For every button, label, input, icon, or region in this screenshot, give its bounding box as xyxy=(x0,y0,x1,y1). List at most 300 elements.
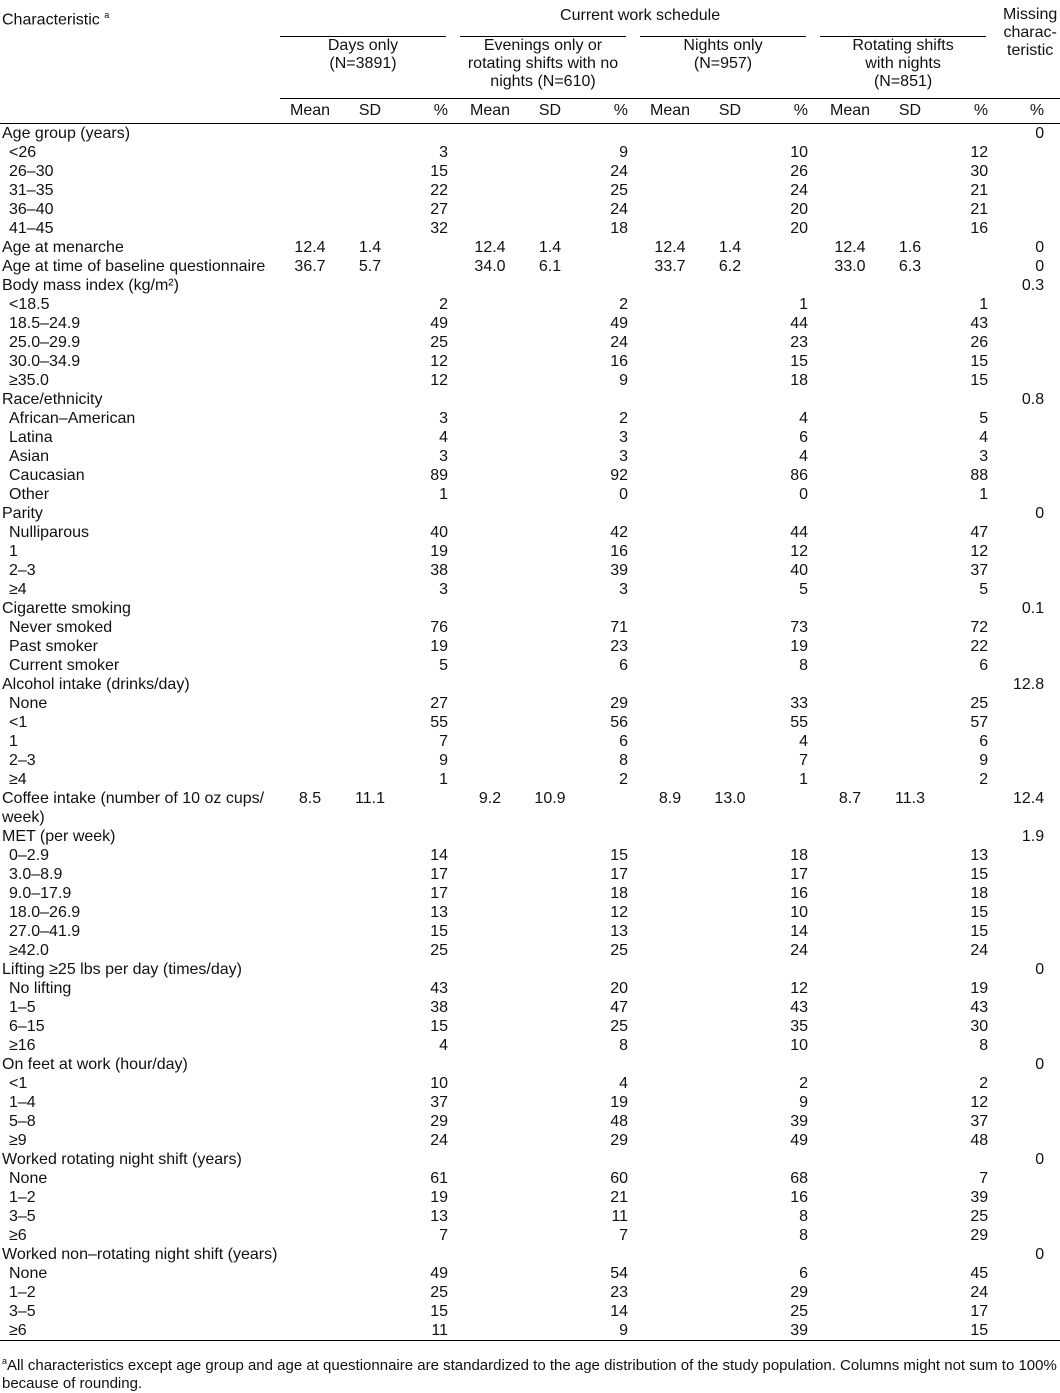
cell-mean xyxy=(820,390,880,409)
cell-sd xyxy=(700,466,760,485)
cell-sd xyxy=(340,371,400,390)
cell-mean xyxy=(460,694,520,713)
row-label: None xyxy=(9,695,48,712)
cell-pct xyxy=(760,827,820,846)
table-row xyxy=(0,656,1060,675)
cell-pct: 13 xyxy=(430,904,448,921)
cell-pct: 12 xyxy=(430,353,448,370)
cell-missing xyxy=(1000,1188,1060,1207)
cell-pct: 18 xyxy=(610,885,628,902)
cell-pct: 38 xyxy=(430,562,448,579)
cell-mean xyxy=(280,504,340,523)
cell-mean xyxy=(640,295,700,314)
cell-mean xyxy=(640,1264,700,1283)
cell-sd xyxy=(340,219,400,238)
cell-mean xyxy=(460,1245,520,1264)
row-label: 1 xyxy=(9,543,18,560)
cell-pct xyxy=(760,1245,820,1264)
cell-pct: 5 xyxy=(979,410,989,427)
row-label: None xyxy=(9,1170,48,1187)
row-label: 1–4 xyxy=(9,1094,36,1111)
cell-sd xyxy=(700,713,760,732)
cell-pct: 25 xyxy=(610,182,628,199)
cell-mean xyxy=(820,713,880,732)
cell-pct: 5 xyxy=(439,657,448,674)
table-row xyxy=(0,637,1060,656)
cell-mean xyxy=(460,618,520,637)
cell-mean xyxy=(280,561,340,580)
cell-sd xyxy=(520,675,580,694)
table-row xyxy=(0,1055,1060,1074)
cell-sd xyxy=(520,998,580,1017)
cell-sd xyxy=(700,276,760,295)
cell-missing: 12.8 xyxy=(1013,676,1045,693)
cell-pct: 7 xyxy=(799,752,808,769)
cell-pct: 12 xyxy=(970,543,989,560)
group-rotating-header xyxy=(820,36,1000,99)
cell-pct xyxy=(580,789,640,827)
cell-mean xyxy=(640,979,700,998)
col-pct-header: % xyxy=(400,99,460,124)
cell-pct: 17 xyxy=(610,866,628,883)
cell-sd xyxy=(340,1169,400,1188)
row-label: 41–45 xyxy=(9,220,54,237)
cell-sd xyxy=(520,181,580,200)
col-sd-header: SD xyxy=(700,99,760,124)
cell-sd xyxy=(340,1188,400,1207)
row-label: 18.0–26.9 xyxy=(9,904,81,921)
cell-sd xyxy=(520,1036,580,1055)
table-row xyxy=(0,1131,1060,1150)
cell-mean xyxy=(280,998,340,1017)
cell-mean xyxy=(460,409,520,428)
cell-sd xyxy=(340,713,400,732)
table-row xyxy=(0,295,1060,314)
cell-mean xyxy=(820,580,880,599)
table-row xyxy=(0,618,1060,637)
cell-sd xyxy=(340,314,400,333)
cell-pct: 49 xyxy=(790,1132,808,1149)
cell-mean: 12.4 xyxy=(654,239,686,256)
cell-sd xyxy=(880,371,940,390)
cell-sd xyxy=(700,1093,760,1112)
cell-pct xyxy=(760,675,820,694)
cell-pct: 1 xyxy=(439,771,448,788)
cell-sd xyxy=(700,599,760,618)
cell-missing xyxy=(1000,903,1060,922)
cell-sd xyxy=(880,751,940,770)
row-label: ≥42.0 xyxy=(9,942,49,959)
cell-mean xyxy=(280,181,340,200)
cell-pct: 10 xyxy=(790,904,808,921)
cell-mean: 8.5 xyxy=(298,790,322,807)
cell-mean xyxy=(820,751,880,770)
cell-mean xyxy=(280,599,340,618)
cell-missing xyxy=(1000,1093,1060,1112)
cell-mean xyxy=(820,1264,880,1283)
cell-sd xyxy=(340,1131,400,1150)
table-row xyxy=(0,1188,1060,1207)
cell-sd xyxy=(340,903,400,922)
cell-pct: 6 xyxy=(619,657,628,674)
cell-pct xyxy=(760,390,820,409)
cell-mean xyxy=(820,276,880,295)
cell-missing: 0 xyxy=(1035,1056,1045,1073)
cell-pct: 1 xyxy=(799,296,808,313)
cell-mean xyxy=(280,1131,340,1150)
cell-pct: 60 xyxy=(610,1170,628,1187)
cell-sd xyxy=(700,1283,760,1302)
cell-pct xyxy=(580,238,640,257)
table-row xyxy=(0,466,1060,485)
cell-mean xyxy=(820,181,880,200)
row-label: 2–3 xyxy=(9,752,36,769)
cell-mean xyxy=(460,960,520,979)
cell-mean xyxy=(640,124,700,144)
cell-pct: 89 xyxy=(430,467,448,484)
cell-pct xyxy=(400,675,460,694)
cell-mean xyxy=(640,1093,700,1112)
row-label: Current smoker xyxy=(9,657,120,674)
cell-missing xyxy=(1000,865,1060,884)
cell-pct: 21 xyxy=(610,1189,628,1206)
row-label: ≥6 xyxy=(9,1227,27,1244)
cell-pct: 15 xyxy=(970,866,989,883)
cell-sd xyxy=(700,333,760,352)
cell-sd xyxy=(340,542,400,561)
cell-sd xyxy=(700,219,760,238)
row-label: Worked non–rotating night shift (years) xyxy=(2,1246,278,1263)
row-label: 31–35 xyxy=(9,182,54,199)
cell-mean xyxy=(820,922,880,941)
cell-pct: 30 xyxy=(970,1018,989,1035)
cell-missing xyxy=(1000,694,1060,713)
cell-mean xyxy=(640,333,700,352)
cell-mean xyxy=(640,713,700,732)
cell-mean xyxy=(460,485,520,504)
cell-mean xyxy=(460,219,520,238)
cell-mean xyxy=(460,1283,520,1302)
table-row xyxy=(0,865,1060,884)
cell-mean xyxy=(820,295,880,314)
cell-pct xyxy=(400,276,460,295)
cell-pct: 19 xyxy=(430,1189,448,1206)
cell-pct: 29 xyxy=(430,1113,448,1130)
cell-pct: 21 xyxy=(970,201,989,218)
cell-mean xyxy=(460,1302,520,1321)
cell-pct: 26 xyxy=(790,163,808,180)
table-row xyxy=(0,1017,1060,1036)
cell-pct: 4 xyxy=(439,1037,448,1054)
cell-sd xyxy=(700,1017,760,1036)
row-label: 26–30 xyxy=(9,163,54,180)
cell-pct: 48 xyxy=(610,1113,628,1130)
cell-mean xyxy=(460,295,520,314)
cell-mean xyxy=(460,1207,520,1226)
cell-pct: 27 xyxy=(430,695,448,712)
col-mean-header: Mean xyxy=(820,99,880,124)
cell-mean xyxy=(280,865,340,884)
cell-pct: 12 xyxy=(430,372,448,389)
cell-sd: 1.6 xyxy=(898,239,922,256)
cell-mean xyxy=(640,941,700,960)
cell-sd xyxy=(880,1207,940,1226)
cell-mean xyxy=(460,276,520,295)
cell-mean xyxy=(280,1226,340,1245)
cell-sd xyxy=(880,637,940,656)
cell-pct: 19 xyxy=(970,980,989,997)
cell-pct xyxy=(580,257,640,276)
col-mean-header: Mean xyxy=(640,99,700,124)
cell-missing xyxy=(1000,485,1060,504)
cell-sd xyxy=(700,542,760,561)
cell-mean xyxy=(820,447,880,466)
cell-pct: 4 xyxy=(799,733,808,750)
cell-mean xyxy=(280,124,340,144)
cell-mean xyxy=(280,751,340,770)
cell-pct: 21 xyxy=(970,182,989,199)
cell-sd xyxy=(340,1264,400,1283)
cell-sd xyxy=(520,618,580,637)
footnote xyxy=(0,1352,1060,1393)
cell-mean xyxy=(820,675,880,694)
col-mean-header: Mean xyxy=(280,99,340,124)
cell-mean xyxy=(640,1302,700,1321)
cell-mean xyxy=(640,922,700,941)
cell-sd xyxy=(700,1264,760,1283)
cell-mean xyxy=(640,542,700,561)
table-row xyxy=(0,219,1060,238)
cell-missing: 0 xyxy=(1035,125,1045,142)
cell-pct: 15 xyxy=(610,847,628,864)
cell-sd xyxy=(340,1036,400,1055)
cell-mean xyxy=(640,466,700,485)
row-label: Parity xyxy=(2,505,43,522)
cell-mean xyxy=(820,694,880,713)
cell-pct: 15 xyxy=(970,1322,989,1339)
cell-mean xyxy=(280,922,340,941)
cell-sd xyxy=(340,979,400,998)
table-row xyxy=(0,143,1060,162)
cell-missing xyxy=(1000,979,1060,998)
cell-sd xyxy=(520,884,580,903)
cell-pct: 12 xyxy=(970,144,989,161)
cell-pct: 1 xyxy=(979,296,989,313)
cell-sd xyxy=(520,409,580,428)
col-sd-header: SD xyxy=(880,99,940,124)
cell-sd xyxy=(880,694,940,713)
cell-mean: 12.4 xyxy=(294,239,326,256)
cell-pct: 11 xyxy=(431,1322,448,1339)
cell-pct xyxy=(940,1245,1000,1264)
cell-pct xyxy=(580,1245,640,1264)
cell-sd xyxy=(340,1112,400,1131)
cell-pct: 24 xyxy=(790,942,808,959)
cell-mean xyxy=(460,162,520,181)
table-row xyxy=(0,238,1060,257)
cell-pct: 6 xyxy=(979,657,989,674)
table-row xyxy=(0,1150,1060,1169)
cell-sd xyxy=(340,276,400,295)
cell-mean xyxy=(640,751,700,770)
cell-pct: 39 xyxy=(970,1189,989,1206)
cell-mean xyxy=(280,542,340,561)
cell-mean xyxy=(460,1036,520,1055)
cell-pct: 16 xyxy=(610,353,628,370)
cell-sd xyxy=(520,960,580,979)
cell-sd xyxy=(880,523,940,542)
cell-sd xyxy=(700,143,760,162)
cell-sd xyxy=(700,903,760,922)
cell-mean xyxy=(460,1093,520,1112)
cell-missing xyxy=(1000,1283,1060,1302)
row-label: 1 xyxy=(9,733,18,750)
cell-sd: 11.3 xyxy=(895,790,925,807)
cell-sd xyxy=(340,181,400,200)
cell-sd xyxy=(880,979,940,998)
cell-missing: 0 xyxy=(1035,1151,1045,1168)
table-row xyxy=(0,1264,1060,1283)
cell-sd xyxy=(880,618,940,637)
col-mean-header: Mean xyxy=(460,99,520,124)
cell-sd xyxy=(700,637,760,656)
cell-pct: 55 xyxy=(790,714,808,731)
cell-sd xyxy=(880,542,940,561)
table-row xyxy=(0,1036,1060,1055)
cell-mean xyxy=(820,884,880,903)
cell-sd xyxy=(880,884,940,903)
cell-mean xyxy=(820,960,880,979)
cell-pct: 39 xyxy=(790,1322,808,1339)
cell-sd xyxy=(340,1302,400,1321)
table-row xyxy=(0,1112,1060,1131)
cell-sd xyxy=(700,1245,760,1264)
cell-sd xyxy=(340,1226,400,1245)
cell-sd xyxy=(700,751,760,770)
cell-missing: 1.9 xyxy=(1021,828,1045,845)
cell-pct xyxy=(940,504,1000,523)
cell-mean xyxy=(460,1321,520,1341)
cell-mean xyxy=(820,1112,880,1131)
cell-pct: 0 xyxy=(619,486,628,503)
cell-pct: 20 xyxy=(610,980,628,997)
cell-pct: 14 xyxy=(430,847,448,864)
cell-pct: 40 xyxy=(430,524,448,541)
row-label: 30.0–34.9 xyxy=(9,353,81,370)
cell-mean xyxy=(280,314,340,333)
row-label: Alcohol intake (drinks/day) xyxy=(2,676,190,693)
cell-pct: 15 xyxy=(430,163,448,180)
table-row xyxy=(0,713,1060,732)
cell-sd xyxy=(520,599,580,618)
cell-sd xyxy=(700,675,760,694)
cell-sd xyxy=(520,1226,580,1245)
cell-mean xyxy=(820,846,880,865)
group-nights-label: Nights only (N=957) xyxy=(683,37,763,72)
cell-sd xyxy=(880,1112,940,1131)
cell-mean xyxy=(640,447,700,466)
cell-mean xyxy=(280,1321,340,1341)
cell-mean xyxy=(280,276,340,295)
cell-sd xyxy=(520,143,580,162)
cell-mean xyxy=(460,656,520,675)
cell-sd xyxy=(520,1017,580,1036)
cell-mean: 8.7 xyxy=(838,790,862,807)
cell-sd xyxy=(520,694,580,713)
row-label: 9.0–17.9 xyxy=(9,885,72,902)
cell-sd: 11.1 xyxy=(355,790,385,807)
cell-sd xyxy=(880,181,940,200)
cell-sd xyxy=(880,675,940,694)
cell-pct: 38 xyxy=(430,999,448,1016)
cell-mean xyxy=(820,504,880,523)
cell-mean xyxy=(820,1017,880,1036)
cell-sd xyxy=(700,979,760,998)
cell-missing xyxy=(1000,1017,1060,1036)
cell-mean xyxy=(640,523,700,542)
table-row xyxy=(0,1207,1060,1226)
cell-sd xyxy=(340,428,400,447)
table-row xyxy=(0,751,1060,770)
cell-sd xyxy=(520,1283,580,1302)
cell-mean xyxy=(280,979,340,998)
row-label: 2–3 xyxy=(9,562,36,579)
row-label: Nulliparous xyxy=(9,524,90,541)
cell-pct xyxy=(400,960,460,979)
cell-pct: 54 xyxy=(610,1265,628,1282)
cell-mean xyxy=(820,941,880,960)
cell-sd xyxy=(700,1055,760,1074)
cell-mean xyxy=(640,770,700,789)
cell-mean xyxy=(280,523,340,542)
cell-mean xyxy=(640,1074,700,1093)
cell-mean: 8.9 xyxy=(658,790,682,807)
cell-pct: 2 xyxy=(619,771,628,788)
row-label: <1 xyxy=(9,1075,28,1092)
cell-missing xyxy=(1000,884,1060,903)
cell-mean: 9.2 xyxy=(478,790,502,807)
cell-missing xyxy=(1000,656,1060,675)
cell-pct: 49 xyxy=(430,1265,448,1282)
cell-pct: 3 xyxy=(439,581,448,598)
row-label: 1–2 xyxy=(9,1189,36,1206)
cell-pct xyxy=(580,1055,640,1074)
cell-sd xyxy=(700,485,760,504)
cell-sd xyxy=(520,846,580,865)
cell-sd xyxy=(340,1245,400,1264)
group-days-header xyxy=(280,36,460,99)
cell-mean xyxy=(280,1264,340,1283)
cell-pct: 16 xyxy=(610,543,628,560)
cell-sd xyxy=(340,998,400,1017)
cell-pct: 3 xyxy=(439,144,448,161)
cell-sd xyxy=(340,580,400,599)
table-row xyxy=(0,352,1060,371)
cell-sd xyxy=(700,960,760,979)
cell-missing xyxy=(1000,941,1060,960)
cell-sd xyxy=(520,1264,580,1283)
cell-mean xyxy=(820,865,880,884)
cell-missing xyxy=(1000,1112,1060,1131)
cell-missing: 0.1 xyxy=(1021,600,1045,617)
cell-mean xyxy=(460,143,520,162)
cell-pct: 27 xyxy=(430,201,448,218)
cell-pct: 37 xyxy=(430,1094,448,1111)
cell-mean xyxy=(640,219,700,238)
cell-sd xyxy=(520,561,580,580)
cell-mean xyxy=(460,447,520,466)
cell-pct: 57 xyxy=(970,714,989,731)
